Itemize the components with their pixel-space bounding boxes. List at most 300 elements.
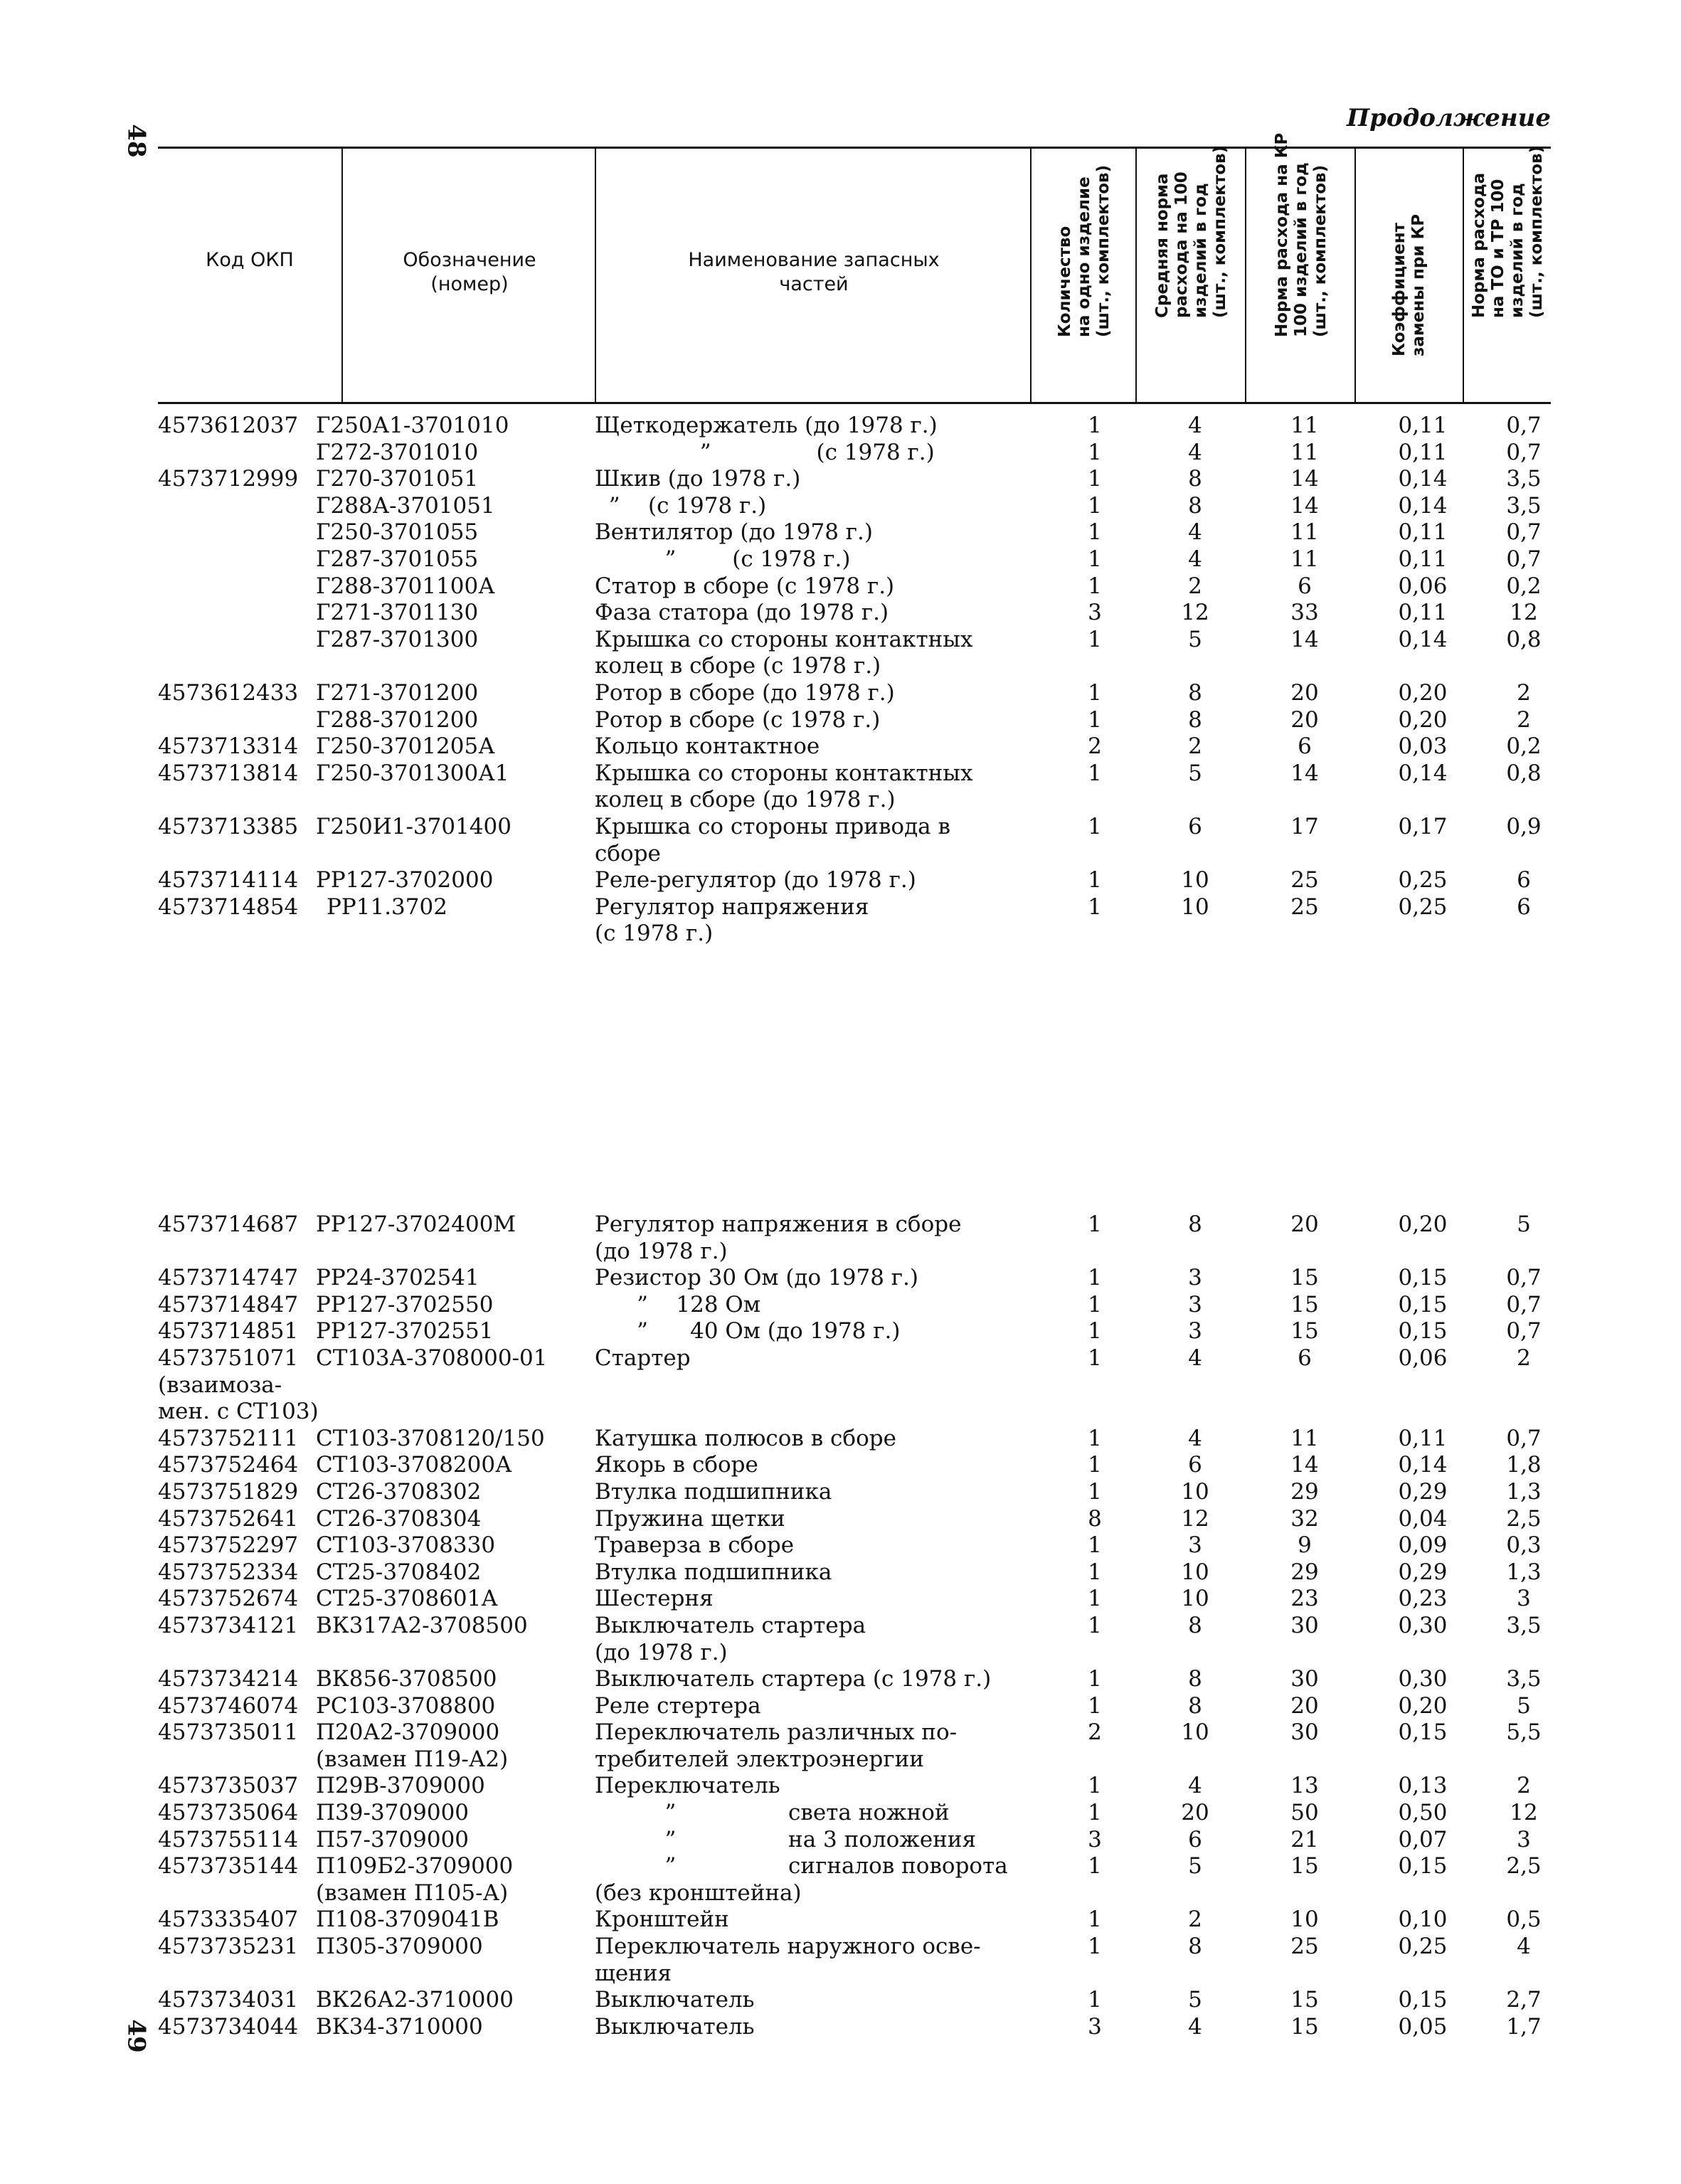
cell-kr-norm: 20 bbox=[1290, 679, 1319, 706]
cell-to-norm: 1,7 bbox=[1506, 2013, 1542, 2040]
cell-qty: 1 bbox=[1088, 413, 1102, 438]
cell-to-norm: 2,5 bbox=[1506, 1505, 1542, 1532]
cell-kr-norm: 14 bbox=[1290, 466, 1319, 492]
cell-avg-norm: 2 bbox=[1188, 733, 1202, 760]
cell-designation: Г271-3701200 bbox=[316, 679, 479, 706]
cell-to-norm: 0,8 bbox=[1506, 626, 1542, 652]
cell-name: Траверза в сборе bbox=[595, 1532, 795, 1559]
cell-to-norm: 3,5 bbox=[1506, 466, 1542, 492]
cell-avg-norm: 4 bbox=[1188, 1773, 1202, 1799]
table-row bbox=[158, 1292, 1551, 1319]
cell-avg-norm: 5 bbox=[1188, 626, 1202, 652]
cell-to-norm: 1,3 bbox=[1506, 1559, 1542, 1585]
page-number-bottom: 49 bbox=[122, 2019, 151, 2053]
cell-designation: Г287-3701055 bbox=[316, 546, 479, 572]
table-row bbox=[158, 1212, 1551, 1239]
table-row bbox=[158, 600, 1551, 627]
cell-kr-norm: 6 bbox=[1298, 1345, 1312, 1371]
cell-to-norm: 0,3 bbox=[1506, 1532, 1542, 1559]
cell-coef: 0,23 bbox=[1398, 1586, 1448, 1612]
cell-kr-norm: 23 bbox=[1290, 1586, 1319, 1612]
cell-coef: 0,14 bbox=[1398, 1452, 1448, 1478]
cell-designation: П305-3709000 bbox=[316, 1934, 483, 1960]
table-row bbox=[158, 921, 1551, 948]
cell-code: 4573714854 bbox=[158, 894, 299, 920]
cell-coef: 0,11 bbox=[1398, 439, 1448, 465]
cell-avg-norm: 8 bbox=[1188, 1692, 1202, 1719]
cell-name: Регулятор напряжения в сборе bbox=[595, 1212, 962, 1237]
cell-qty: 1 bbox=[1088, 1425, 1102, 1451]
cell-designation: СТ26-3708304 bbox=[316, 1505, 482, 1532]
table-row bbox=[158, 1746, 1551, 1774]
cell-avg-norm: 5 bbox=[1188, 1987, 1202, 2013]
cell-avg-norm: 8 bbox=[1188, 492, 1202, 519]
table-row bbox=[158, 1800, 1551, 1827]
cell-kr-norm: 29 bbox=[1290, 1559, 1319, 1585]
cell-to-norm: 2 bbox=[1517, 1345, 1531, 1371]
table-row bbox=[158, 1559, 1551, 1586]
cell-coef: 0,50 bbox=[1398, 1800, 1448, 1826]
cell-name: Выключатель стартера bbox=[595, 1612, 866, 1638]
cell-qty: 1 bbox=[1088, 1345, 1102, 1371]
cell-avg-norm: 12 bbox=[1181, 600, 1209, 626]
cell-name: колец в сборе (до 1978 г.) bbox=[595, 787, 896, 813]
cell-coef: 0,25 bbox=[1398, 1934, 1448, 1960]
cell-qty: 1 bbox=[1088, 894, 1102, 920]
cell-kr-norm: 30 bbox=[1290, 1612, 1319, 1638]
cell-designation: (взамен П105-А) bbox=[316, 1880, 509, 1906]
cell-avg-norm: 4 bbox=[1188, 519, 1202, 546]
cell-to-norm: 5,5 bbox=[1506, 1719, 1542, 1746]
table-row bbox=[158, 1853, 1551, 1880]
table-row bbox=[158, 1773, 1551, 1800]
cell-designation: СТ25-3708402 bbox=[316, 1559, 482, 1585]
cell-name: Шестерня bbox=[595, 1586, 714, 1612]
cell-name: Резистор 30 Ом (до 1978 г.) bbox=[595, 1265, 918, 1291]
cell-designation: Г250А1-3701010 bbox=[316, 413, 509, 438]
header-qty-text: Количество на одно изделие (шт., комплектов) bbox=[1056, 164, 1113, 337]
cell-kr-norm: 25 bbox=[1290, 894, 1319, 920]
cell-designation: Г288А-3701051 bbox=[316, 492, 495, 519]
cell-avg-norm: 6 bbox=[1188, 813, 1202, 839]
cell-qty: 1 bbox=[1088, 573, 1102, 599]
cell-avg-norm: 8 bbox=[1188, 1212, 1202, 1237]
cell-code: 4573714114 bbox=[158, 867, 299, 894]
cell-code: 4573714687 bbox=[158, 1212, 299, 1237]
cell-qty: 8 bbox=[1088, 1505, 1102, 1532]
cell-coef: 0,25 bbox=[1398, 867, 1448, 894]
cell-coef: 0,11 bbox=[1398, 600, 1448, 626]
cell-qty: 1 bbox=[1088, 1532, 1102, 1559]
cell-designation: Г250-3701300А1 bbox=[316, 760, 509, 786]
cell-name: Шкив (до 1978 г.) bbox=[595, 466, 801, 492]
cell-kr-norm: 25 bbox=[1290, 1934, 1319, 1960]
cell-kr-norm: 11 bbox=[1290, 546, 1319, 572]
cell-name: требителей электроэнергии bbox=[595, 1746, 924, 1772]
cell-qty: 1 bbox=[1088, 1586, 1102, 1612]
cell-name: Кольцо контактное bbox=[595, 733, 820, 760]
cell-qty: 1 bbox=[1088, 1773, 1102, 1799]
cell-coef: 0,29 bbox=[1398, 1478, 1448, 1505]
cell-to-norm: 1,8 bbox=[1506, 1452, 1542, 1478]
table-row bbox=[158, 627, 1551, 654]
cell-kr-norm: 6 bbox=[1298, 573, 1312, 599]
cell-code: (взаимоза- bbox=[158, 1372, 282, 1398]
cell-qty: 1 bbox=[1088, 760, 1102, 786]
cell-name: Реле стертера bbox=[595, 1692, 761, 1719]
cell-qty: 1 bbox=[1088, 1265, 1102, 1291]
table-row bbox=[158, 787, 1551, 814]
table-row bbox=[158, 1934, 1551, 1961]
cell-qty: 1 bbox=[1088, 1666, 1102, 1692]
cell-to-norm: 0,7 bbox=[1506, 519, 1542, 546]
cell-kr-norm: 13 bbox=[1290, 1773, 1319, 1799]
cell-kr-norm: 17 bbox=[1290, 813, 1319, 839]
cell-avg-norm: 4 bbox=[1188, 546, 1202, 572]
cell-kr-norm: 21 bbox=[1290, 1826, 1319, 1852]
table-row bbox=[158, 867, 1551, 894]
cell-coef: 0,15 bbox=[1398, 1719, 1448, 1746]
cell-avg-norm: 2 bbox=[1188, 1907, 1202, 1933]
cell-name: Пружина щетки bbox=[595, 1505, 785, 1532]
cell-to-norm: 3 bbox=[1517, 1586, 1531, 1612]
cell-designation: СТ103А-3708000-01 bbox=[316, 1345, 548, 1371]
cell-code: 4573734214 bbox=[158, 1666, 299, 1692]
cell-designation: ВК856-3708500 bbox=[316, 1666, 497, 1692]
header-avg-norm bbox=[1135, 145, 1246, 402]
cell-qty: 2 bbox=[1088, 1719, 1102, 1746]
table-row bbox=[158, 760, 1551, 788]
cell-qty: 1 bbox=[1088, 1612, 1102, 1638]
cell-qty: 1 bbox=[1088, 492, 1102, 519]
table-row bbox=[158, 707, 1551, 734]
cell-avg-norm: 10 bbox=[1181, 1478, 1209, 1505]
cell-avg-norm: 4 bbox=[1188, 413, 1202, 438]
cell-designation: РР11.3702 bbox=[327, 894, 447, 920]
cell-coef: 0,14 bbox=[1398, 466, 1448, 492]
cell-qty: 1 bbox=[1088, 1291, 1102, 1318]
cell-code: 4573335407 bbox=[158, 1907, 299, 1933]
table-row bbox=[158, 1426, 1551, 1453]
cell-qty: 2 bbox=[1088, 733, 1102, 760]
cell-name: Реле-регулятор (до 1978 г.) bbox=[595, 867, 916, 894]
cell-code: 4573746074 bbox=[158, 1692, 299, 1719]
cell-name: Ротор в сборе (с 1978 г.) bbox=[595, 706, 881, 733]
cell-coef: 0,09 bbox=[1398, 1532, 1448, 1559]
table-row bbox=[158, 493, 1551, 520]
cell-name: Регулятор напряжения bbox=[595, 894, 869, 920]
cell-coef: 0,13 bbox=[1398, 1773, 1448, 1799]
table-row bbox=[158, 1372, 1551, 1399]
cell-kr-norm: 15 bbox=[1290, 1318, 1319, 1345]
cell-coef: 0,30 bbox=[1398, 1666, 1448, 1692]
cell-kr-norm: 14 bbox=[1290, 492, 1319, 519]
cell-kr-norm: 11 bbox=[1290, 519, 1319, 546]
cell-designation: П20А2-3709000 bbox=[316, 1719, 500, 1746]
table-row bbox=[158, 1880, 1551, 1907]
cell-qty: 1 bbox=[1088, 519, 1102, 546]
table-row bbox=[158, 519, 1551, 546]
cell-to-norm: 4 bbox=[1517, 1934, 1531, 1960]
cell-code: 4573752464 bbox=[158, 1452, 299, 1478]
cell-designation: П57-3709000 bbox=[316, 1826, 470, 1852]
table-row bbox=[158, 1640, 1551, 1667]
cell-kr-norm: 15 bbox=[1290, 1291, 1319, 1318]
cell-coef: 0,11 bbox=[1398, 546, 1448, 572]
cell-code: 4573714847 bbox=[158, 1291, 299, 1318]
cell-code: 4573752111 bbox=[158, 1425, 299, 1451]
cell-to-norm: 0,7 bbox=[1506, 439, 1542, 465]
cell-code: 4573714747 bbox=[158, 1265, 299, 1291]
cell-designation: ВК26А2-3710000 bbox=[316, 1987, 514, 2013]
header-coef bbox=[1354, 149, 1464, 402]
cell-name: Фаза статора (до 1978 г.) bbox=[595, 600, 889, 626]
cell-avg-norm: 8 bbox=[1188, 1934, 1202, 1960]
cell-to-norm: 0,2 bbox=[1506, 733, 1542, 760]
cell-coef: 0,29 bbox=[1398, 1559, 1448, 1585]
table-row bbox=[158, 814, 1551, 841]
cell-qty: 1 bbox=[1088, 1800, 1102, 1826]
cell-kr-norm: 11 bbox=[1290, 439, 1319, 465]
cell-to-norm: 3,5 bbox=[1506, 492, 1542, 519]
table-row bbox=[158, 1532, 1551, 1559]
cell-avg-norm: 4 bbox=[1188, 1345, 1202, 1371]
cell-kr-norm: 15 bbox=[1290, 2013, 1319, 2040]
cell-code: 4573713814 bbox=[158, 760, 299, 786]
cell-designation: ВК34-3710000 bbox=[316, 2013, 483, 2040]
cell-kr-norm: 14 bbox=[1290, 760, 1319, 786]
header-avg-norm-text: Средняя норма расхода на 100 изделий в год (шт., комплектов) bbox=[1153, 145, 1229, 318]
cell-avg-norm: 8 bbox=[1188, 466, 1202, 492]
cell-name: ” 128 Ом bbox=[595, 1291, 760, 1318]
cell-code: 4573735231 bbox=[158, 1934, 299, 1960]
cell-name: колец в сборе (с 1978 г.) bbox=[595, 653, 881, 679]
header-coef-text: Коэффициент замены при КР bbox=[1390, 213, 1428, 356]
cell-name: Переключатель различных по- bbox=[595, 1719, 958, 1746]
cell-designation: Г250И1-3701400 bbox=[316, 813, 511, 839]
cell-qty: 1 bbox=[1088, 1853, 1102, 1880]
cell-designation: П29В-3709000 bbox=[316, 1773, 485, 1799]
cell-name: ” (с 1978 г.) bbox=[595, 492, 767, 519]
table-header bbox=[158, 132, 1551, 404]
header-to-norm-text: Норма расхода на ТО и ТР 100 изделий в год (шт., комплектов) bbox=[1470, 145, 1546, 318]
cell-qty: 1 bbox=[1088, 626, 1102, 652]
cell-name: ” света ножной bbox=[595, 1800, 950, 1826]
table-row bbox=[158, 1452, 1551, 1479]
cell-code: 4573735064 bbox=[158, 1800, 299, 1826]
cell-kr-norm: 14 bbox=[1290, 626, 1319, 652]
cell-qty: 1 bbox=[1088, 1987, 1102, 2013]
cell-to-norm: 0,2 bbox=[1506, 573, 1542, 599]
cell-to-norm: 12 bbox=[1510, 1800, 1538, 1826]
cell-coef: 0,15 bbox=[1398, 1291, 1448, 1318]
cell-code: 4573734031 bbox=[158, 1987, 299, 2013]
cell-coef: 0,11 bbox=[1398, 1425, 1448, 1451]
cell-avg-norm: 5 bbox=[1188, 760, 1202, 786]
cell-coef: 0,30 bbox=[1398, 1612, 1448, 1638]
cell-coef: 0,20 bbox=[1398, 1212, 1448, 1237]
cell-coef: 0,03 bbox=[1398, 733, 1448, 760]
cell-qty: 1 bbox=[1088, 439, 1102, 465]
table-row bbox=[158, 1719, 1551, 1746]
cell-coef: 0,06 bbox=[1398, 1345, 1448, 1371]
table-row bbox=[158, 1479, 1551, 1506]
cell-name: (с 1978 г.) bbox=[595, 921, 714, 947]
cell-code: 4573735011 bbox=[158, 1719, 299, 1746]
cell-designation: РР24-3702541 bbox=[316, 1265, 479, 1291]
cell-qty: 3 bbox=[1088, 1826, 1102, 1852]
cell-designation: П108-3709041В bbox=[316, 1907, 499, 1933]
cell-avg-norm: 6 bbox=[1188, 1452, 1202, 1478]
cell-name: Катушка полюсов в сборе bbox=[595, 1425, 896, 1451]
cell-qty: 1 bbox=[1088, 813, 1102, 839]
cell-to-norm: 3 bbox=[1517, 1826, 1531, 1852]
cell-coef: 0,04 bbox=[1398, 1505, 1448, 1532]
cell-code: мен. с СТ103) bbox=[158, 1399, 319, 1425]
cell-kr-norm: 29 bbox=[1290, 1478, 1319, 1505]
cell-name: Стартер bbox=[595, 1345, 691, 1371]
cell-kr-norm: 14 bbox=[1290, 1452, 1319, 1478]
cell-qty: 1 bbox=[1088, 466, 1102, 492]
cell-to-norm: 0,7 bbox=[1506, 1425, 1542, 1451]
cell-coef: 0,14 bbox=[1398, 492, 1448, 519]
cell-code: 4573612037 bbox=[158, 413, 299, 438]
cell-designation: РС103-3708800 bbox=[316, 1692, 496, 1719]
header-designation-text: Обозначение (номер) bbox=[403, 249, 536, 295]
table-body-block-1 bbox=[158, 413, 1551, 948]
continuation-label: Продолжение bbox=[1347, 104, 1551, 132]
cell-to-norm: 6 bbox=[1517, 867, 1531, 894]
cell-avg-norm: 3 bbox=[1188, 1291, 1202, 1318]
cell-qty: 1 bbox=[1088, 1318, 1102, 1345]
cell-to-norm: 0,7 bbox=[1506, 413, 1542, 438]
cell-kr-norm: 20 bbox=[1290, 706, 1319, 733]
cell-designation: СТ103-3708120/150 bbox=[316, 1425, 545, 1451]
cell-coef: 0,10 bbox=[1398, 1907, 1448, 1933]
cell-avg-norm: 4 bbox=[1188, 1425, 1202, 1451]
cell-name: щения bbox=[595, 1960, 672, 1986]
header-to-norm bbox=[1463, 145, 1552, 402]
cell-designation: Г271-3701130 bbox=[316, 600, 479, 626]
cell-coef: 0,25 bbox=[1398, 894, 1448, 920]
cell-name: сборе bbox=[595, 840, 661, 866]
table-row bbox=[158, 653, 1551, 680]
header-kr-norm-text: Норма расхода на КР 100 изделий в год (шт., комплектов) bbox=[1273, 132, 1330, 337]
cell-coef: 0,07 bbox=[1398, 1826, 1448, 1852]
table-row bbox=[158, 1693, 1551, 1720]
cell-designation: Г288-3701100А bbox=[316, 573, 495, 599]
cell-to-norm: 0,5 bbox=[1506, 1907, 1542, 1933]
cell-avg-norm: 5 bbox=[1188, 1853, 1202, 1880]
cell-code: 4573714851 bbox=[158, 1318, 299, 1345]
cell-avg-norm: 6 bbox=[1188, 1826, 1202, 1852]
table-row bbox=[158, 1666, 1551, 1693]
cell-designation: Г288-3701200 bbox=[316, 706, 479, 733]
header-designation bbox=[341, 149, 596, 402]
cell-name: (до 1978 г.) bbox=[595, 1238, 728, 1264]
cell-code: 4573735144 bbox=[158, 1853, 299, 1880]
cell-to-norm: 2 bbox=[1517, 679, 1531, 706]
cell-kr-norm: 15 bbox=[1290, 1853, 1319, 1880]
cell-name: ” 40 Ом (до 1978 г.) bbox=[595, 1318, 901, 1345]
cell-name: ” (с 1978 г.) bbox=[595, 439, 935, 465]
table-row bbox=[158, 413, 1551, 440]
cell-to-norm: 0,7 bbox=[1506, 546, 1542, 572]
header-qty bbox=[1030, 149, 1137, 402]
cell-code: 4573713314 bbox=[158, 733, 299, 760]
cell-avg-norm: 3 bbox=[1188, 1318, 1202, 1345]
cell-designation: СТ103-3708200А bbox=[316, 1452, 512, 1478]
cell-avg-norm: 8 bbox=[1188, 1666, 1202, 1692]
cell-qty: 1 bbox=[1088, 1452, 1102, 1478]
cell-qty: 1 bbox=[1088, 867, 1102, 894]
cell-coef: 0,06 bbox=[1398, 573, 1448, 599]
cell-avg-norm: 10 bbox=[1181, 1559, 1209, 1585]
cell-designation: Г272-3701010 bbox=[316, 439, 479, 465]
cell-qty: 1 bbox=[1088, 1907, 1102, 1933]
cell-to-norm: 12 bbox=[1510, 600, 1538, 626]
cell-qty: 3 bbox=[1088, 2013, 1102, 2040]
cell-qty: 1 bbox=[1088, 679, 1102, 706]
cell-designation: РР127-3702400М bbox=[316, 1212, 516, 1237]
table-row bbox=[158, 440, 1551, 467]
cell-designation: (взамен П19-А2) bbox=[316, 1746, 509, 1772]
cell-coef: 0,15 bbox=[1398, 1265, 1448, 1291]
cell-coef: 0,15 bbox=[1398, 1853, 1448, 1880]
cell-kr-norm: 20 bbox=[1290, 1212, 1319, 1237]
header-name-text: Наименование запасных частей bbox=[688, 249, 940, 295]
cell-name: Втулка подшипника bbox=[595, 1478, 832, 1505]
cell-kr-norm: 32 bbox=[1290, 1505, 1319, 1532]
header-name bbox=[595, 149, 1032, 402]
header-kr-norm bbox=[1245, 132, 1356, 402]
cell-name: Крышка со стороны привода в bbox=[595, 813, 950, 839]
cell-kr-norm: 50 bbox=[1290, 1800, 1319, 1826]
cell-coef: 0,20 bbox=[1398, 706, 1448, 733]
cell-name: Статор в сборе (с 1978 г.) bbox=[595, 573, 895, 599]
cell-code: 4573734121 bbox=[158, 1612, 299, 1638]
cell-avg-norm: 12 bbox=[1181, 1505, 1209, 1532]
table-row bbox=[158, 841, 1551, 868]
cell-designation: СТ103-3708330 bbox=[316, 1532, 496, 1559]
cell-coef: 0,20 bbox=[1398, 1692, 1448, 1719]
cell-avg-norm: 20 bbox=[1181, 1800, 1209, 1826]
cell-kr-norm: 11 bbox=[1290, 1425, 1319, 1451]
cell-qty: 1 bbox=[1088, 1934, 1102, 1960]
cell-name: Крышка со стороны контактных bbox=[595, 626, 973, 652]
table-row bbox=[158, 1961, 1551, 1988]
cell-avg-norm: 8 bbox=[1188, 706, 1202, 733]
cell-name: Втулка подшипника bbox=[595, 1559, 832, 1585]
cell-avg-norm: 2 bbox=[1188, 573, 1202, 599]
cell-designation: П39-3709000 bbox=[316, 1800, 470, 1826]
table-row bbox=[158, 1613, 1551, 1640]
cell-avg-norm: 4 bbox=[1188, 2013, 1202, 2040]
cell-qty: 1 bbox=[1088, 1212, 1102, 1237]
cell-qty: 3 bbox=[1088, 600, 1102, 626]
cell-name: ” на 3 положения bbox=[595, 1826, 977, 1852]
cell-kr-norm: 20 bbox=[1290, 1692, 1319, 1719]
cell-name: Крышка со стороны контактных bbox=[595, 760, 973, 786]
cell-name: Выключатель стартера (с 1978 г.) bbox=[595, 1666, 992, 1692]
cell-to-norm: 0,8 bbox=[1506, 760, 1542, 786]
cell-code: 4573735037 bbox=[158, 1773, 299, 1799]
cell-name: Выключатель bbox=[595, 2013, 755, 2040]
cell-to-norm: 3,5 bbox=[1506, 1666, 1542, 1692]
cell-qty: 1 bbox=[1088, 1559, 1102, 1585]
cell-code: 4573751071 bbox=[158, 1345, 299, 1371]
cell-to-norm: 5 bbox=[1517, 1212, 1531, 1237]
